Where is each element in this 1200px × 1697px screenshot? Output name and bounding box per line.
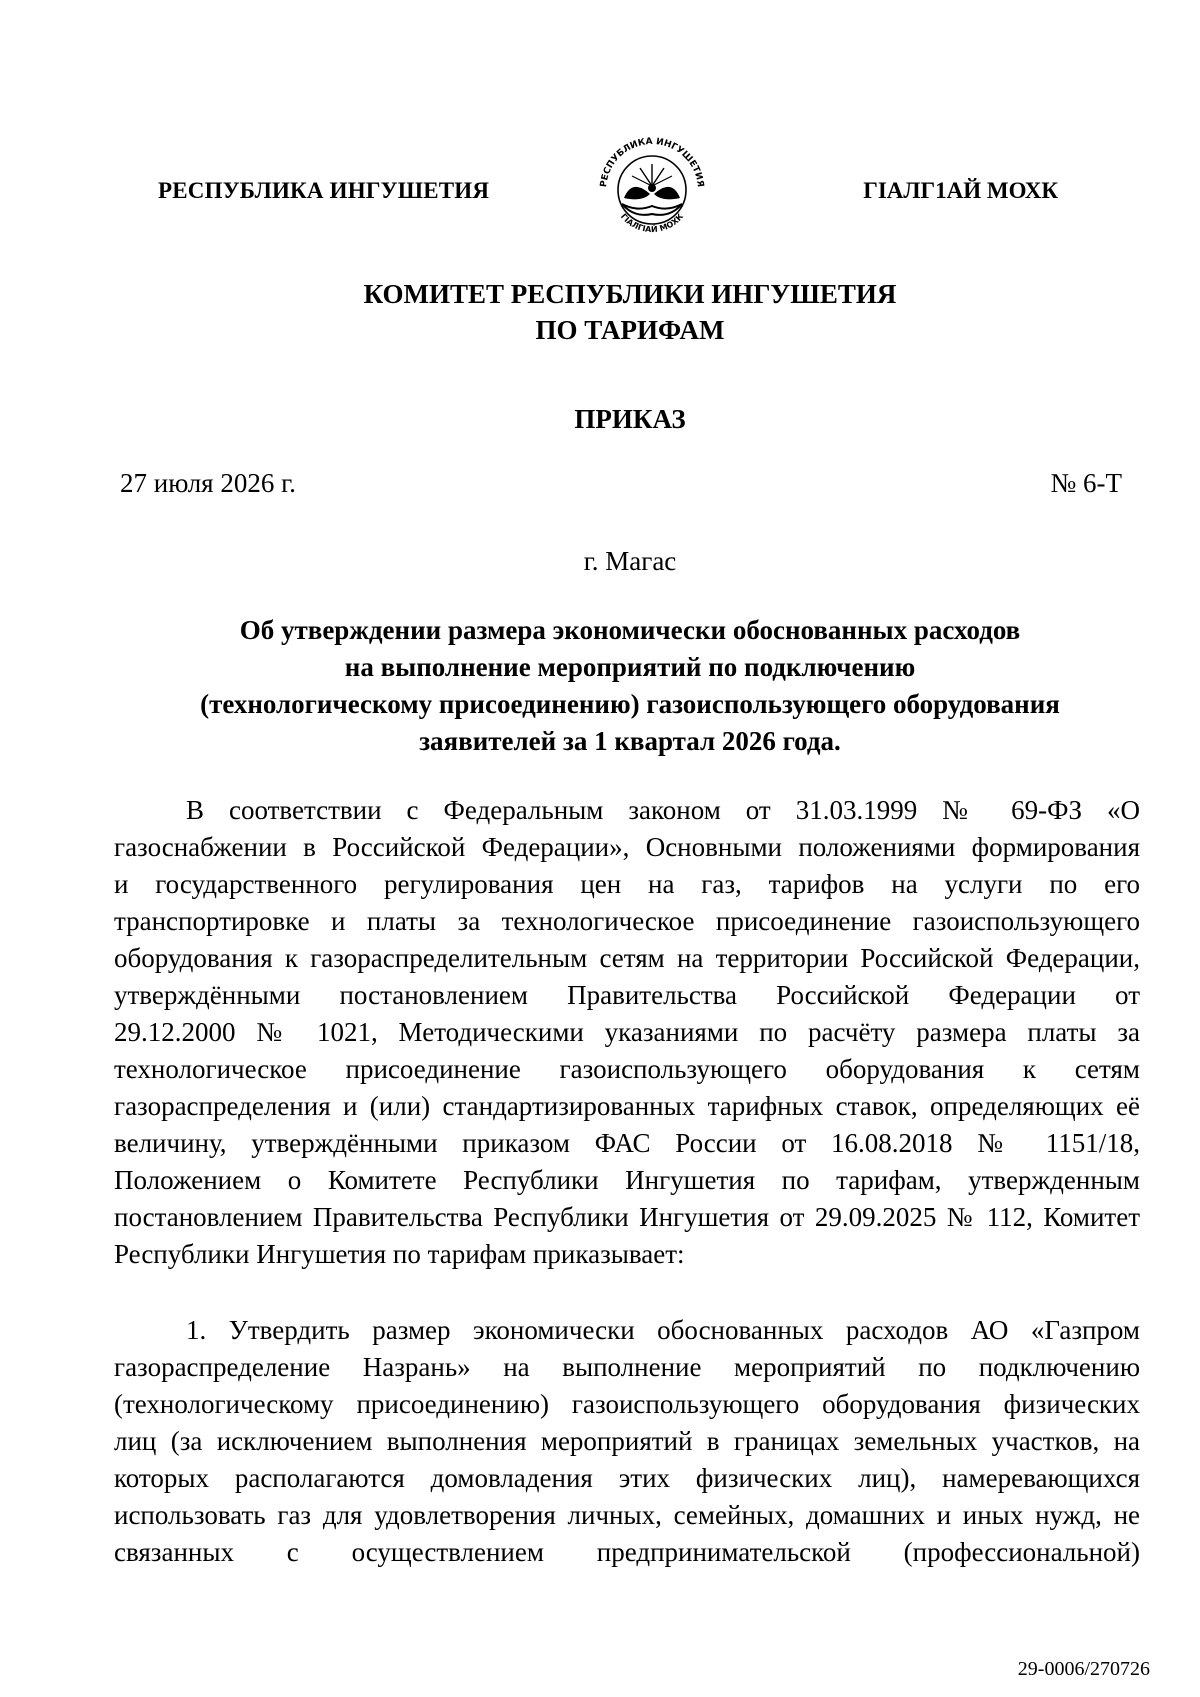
committee-line-1: КОМИТЕТ РЕСПУБЛИКИ ИНГУШЕТИЯ (363, 279, 897, 309)
document-footer-code: 29-0006/270726 (1017, 1658, 1150, 1680)
paragraph-line: Республики Ингушетия по тарифам приказывает: (114, 1239, 685, 1269)
paragraph-line: оборудования к газораспределительным сетям на территории Российской Федерации, (114, 943, 1140, 973)
header-left-title: РЕСПУБЛИКА ИНГУШЕТИЯ (158, 178, 490, 203)
subject-line: (технологическому присоединению) газоиспользующего оборудования (200, 689, 1060, 719)
paragraph-line: лиц (за исключением выполнения мероприятий в границах земельных участков, на (114, 1426, 1140, 1456)
order-title: ПРИКАЗ (574, 404, 686, 434)
paragraph-line: транспортировке и платы за технологическое присоединение газоиспользующего (114, 906, 1140, 936)
paragraph-line: (технологическому присоединению) газоиспользующего оборудования физических (114, 1389, 1140, 1419)
paragraph-line: использовать газ для удовлетворения личных, семейных, домашних и иных нужд, не (114, 1500, 1140, 1530)
coat-of-arms-emblem (592, 128, 712, 248)
paragraph-line: и государственного регулирования цен на газ, тарифов на услуги по его (114, 869, 1140, 899)
header-right-title: ГIАЛГ1АЙ МОХК (863, 178, 1058, 203)
paragraph-line: которых располагаются домовладения этих физических лиц), намеревающихся (114, 1463, 1140, 1493)
subject-line: заявителей за 1 квартал 2026 года. (419, 726, 841, 756)
paragraph-line: газораспределение Назрань» на выполнение мероприятий по подключению (114, 1352, 1140, 1382)
committee-line-2: ПО ТАРИФАМ (535, 315, 725, 345)
clause-1-paragraph (114, 1312, 1140, 1571)
emblem-top-text: РЕСПУБЛИКА ИНГУШЕТИЯ (599, 136, 705, 188)
subject-line: Об утверждении размера экономически обоснованных расходов (239, 615, 1021, 645)
paragraph-line: утверждёнными постановлением Правительства Российской Федерации от (114, 980, 1140, 1010)
paragraph-line: газоснабжении в Российской Федерации», Основными положениями формирования (114, 832, 1140, 862)
order-subject (150, 612, 1110, 760)
preamble-paragraph (114, 792, 1140, 1273)
order-city: г. Магас (583, 546, 677, 576)
paragraph-line: технологическое присоединение газоиспользующего оборудования к сетям (114, 1054, 1140, 1084)
paragraph-line: величину, утверждёнными приказом ФАС России от 16.08.2018 № 1151/18, (114, 1128, 1140, 1158)
emblem-bottom-text: ГIАЛГIАЙ МОХК (618, 211, 686, 235)
paragraph-line: В соответствии с Федеральным законом от 31.03.1999 № 69-ФЗ «О (186, 795, 1140, 825)
paragraph-line: 29.12.2000 № 1021, Методическими указаниями по расчёту размера платы за (114, 1017, 1140, 1047)
paragraph-line: 1. Утвердить размер экономически обоснованных расходов АО «Газпром (186, 1315, 1140, 1345)
paragraph-line: Положением о Комитете Республики Ингушетия по тарифам, утвержденным (114, 1165, 1140, 1195)
subject-line: на выполнение мероприятий по подключению (344, 652, 916, 682)
order-number: № 6-Т (1050, 468, 1122, 498)
paragraph-line: постановлением Правительства Республики Ингушетия от 29.09.2025 № 112, Комитет (114, 1202, 1140, 1232)
committee-name (0, 276, 1200, 348)
order-date: 27 июля 2026 г. (120, 468, 296, 498)
paragraph-line: связанных с осуществлением предпринимательской (профессиональной) (114, 1537, 1140, 1567)
paragraph-line: газораспределения и (или) стандартизированных тарифных ставок, определяющих её (114, 1091, 1140, 1121)
